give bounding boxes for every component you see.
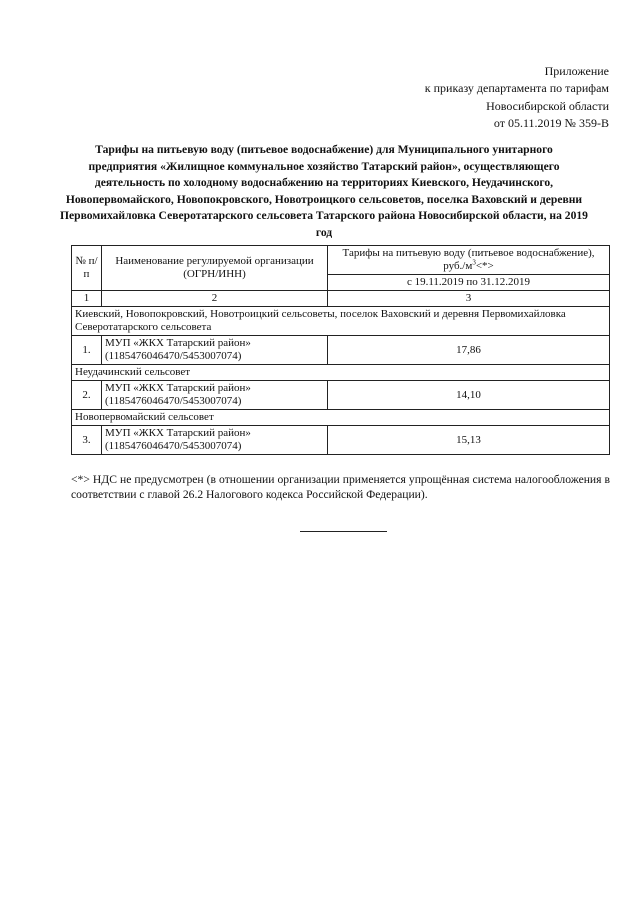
row-organization — [102, 336, 328, 365]
tariffs-table — [71, 245, 610, 455]
row-organization — [102, 426, 328, 455]
appendix-order-ref: к приказу департамента по тарифам — [424, 81, 609, 96]
document-title: Тарифы на питьевую воду (питьевое водоснабжение) для Муниципального унитарного предприятия «Жилищное коммунальное хозяйство Татарский район», осуществляющего деятельность по холодному водоснабжению на территориях Киевского, Неудачинского, Новопервомайского, Новопокровского, Новотроицкого сельсоветов, поселка Ваховский и деревни Первомихайловка Северотатарского сельсовета Татарского района Новосибирской области, на 2019 год — [60, 143, 588, 239]
org-name: МУП «ЖКХ Татарский район» — [105, 382, 251, 394]
area-name: Киевский, Новопокровский, Новотроицкий сельсоветы, поселок Ваховский и деревня Первомихайловка Северотатарского сельсовета — [72, 307, 610, 336]
row-tariff-value: 15,13 — [328, 426, 610, 455]
org-ids: (1185476046470/5453007074) — [105, 350, 242, 362]
footnote: <*> НДС не предусмотрен (в отношении организации применяется упрощённая система налогообложения в соответствии с главой 26.2 Налогового кодекса Российской Федерации). — [71, 473, 610, 501]
header-organization: Наименование регулируемой организации (ОГРН/ИНН) — [102, 246, 328, 291]
row-number: 2. — [72, 381, 102, 410]
table-row — [72, 426, 610, 455]
row-number: 3. — [72, 426, 102, 455]
area-row — [72, 410, 610, 426]
area-row — [72, 307, 610, 336]
row-organization — [102, 381, 328, 410]
row-tariff-value: 17,86 — [328, 336, 610, 365]
org-ids: (1185476046470/5453007074) — [105, 395, 242, 407]
colnum-3: 3 — [328, 291, 610, 307]
area-row — [72, 365, 610, 381]
table-row — [72, 381, 610, 410]
area-name: Новопервомайский сельсовет — [72, 410, 610, 426]
colnum-2: 2 — [102, 291, 328, 307]
header-tariff-note: <*> — [475, 260, 494, 272]
appendix-date-number: от 05.11.2019 № 359-В — [493, 116, 609, 131]
closing-rule — [300, 531, 387, 532]
area-name: Неудачинский сельсовет — [72, 365, 610, 381]
colnum-1: 1 — [72, 291, 102, 307]
table-colnum-row — [72, 291, 610, 307]
table-row — [72, 336, 610, 365]
appendix-region: Новосибирской области — [486, 98, 609, 113]
row-number: 1. — [72, 336, 102, 365]
header-number: № п/п — [72, 246, 102, 291]
header-tariff — [328, 246, 610, 275]
org-name: МУП «ЖКХ Татарский район» — [105, 427, 251, 439]
appendix-label: Приложение — [544, 64, 609, 78]
header-tariff-sup: 3 — [472, 258, 476, 267]
table-header-row — [72, 246, 610, 275]
row-tariff-value: 14,10 — [328, 381, 610, 410]
header-tariff-unit: Тарифы на питьевую воду (питьевое водоснабжение), руб./м — [342, 247, 595, 272]
header-period: с 19.11.2019 по 31.12.2019 — [328, 275, 610, 291]
appendix-block — [425, 63, 609, 133]
org-name: МУП «ЖКХ Татарский район» — [105, 337, 251, 349]
org-ids: (1185476046470/5453007074) — [105, 440, 242, 452]
